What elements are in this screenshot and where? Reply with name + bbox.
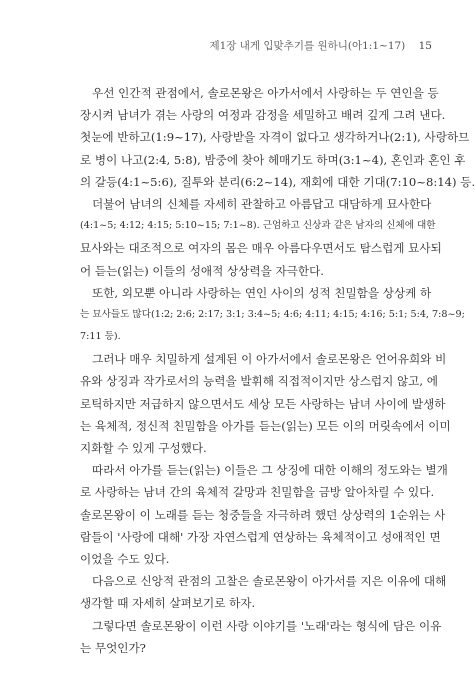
text-line: 솔로몬왕이 이 노래를 듣는 청중들을 자극하려 했던 상상력의 1순위는 사: [80, 507, 446, 522]
text-line: 7:11 등).: [80, 331, 121, 343]
text-line: 의 갈등(4:1~5:6), 질투와 분리(6:2~14), 재회에 대한 기대(7:10~8:14) 등.: [80, 174, 475, 189]
text-line: 이었을 수도 있다.: [80, 551, 170, 566]
text-line: 유와 상징과 작가로서의 능력을 발휘해 직접적이지만 상스럽지 않고, 에: [80, 374, 438, 389]
text-line: (4:1~5; 4:12; 4:15; 5:10~15; 7:1~8). 근엄하고 신상과 같은 남자의 신체에 대한: [80, 220, 436, 232]
text-line: 장시켜 남녀가 겪는 사랑의 여정과 감정을 세밀하고 배려 깊게 그려 낸다.: [80, 108, 446, 123]
text-line: 로 병이 나고(2:4, 5:8), 밤중에 찾아 헤매기도 하며(3:1~4), 혼인과 혼인 후: [80, 152, 466, 167]
page-number: 15: [418, 40, 432, 52]
text-line: 우선 인간적 관점에서, 솔로몬왕은 아가서에서 사랑하는 두 연인을 등: [92, 86, 439, 100]
text-line: 첫눈에 반하고(1:9~17), 사랑받을 자격이 없다고 생각하거나(2:1), 사랑하므: [80, 130, 470, 145]
text-line: 로 사랑하는 남녀 간의 육체적 갈망과 친밀함을 금방 알아차릴 수 있다.: [80, 485, 435, 500]
text-line: 더불어 남녀의 신체를 자세히 관찰하고 아름답고 대담하게 묘사한다: [92, 196, 432, 211]
text-line: 따라서 아가를 듣는(읽는) 이들은 그 상징에 대한 이해의 정도와는 별개: [92, 463, 448, 478]
text-line: 는 육체적, 정신적 친밀함을 아가를 듣는(읽는) 모든 이의 머릿속에서 이미: [80, 418, 451, 433]
text-line: 묘사와는 대조적으로 여자의 몸은 매우 아름다우면서도 탐스럽게 묘사되: [80, 241, 442, 256]
text-line: 어 듣는(읽는) 이들의 성애적 상상력을 자극한다.: [80, 263, 324, 278]
body-text: [80, 82, 475, 659]
text-line: 람들이 '사랑에 대해' 가장 자연스럽게 연상하는 육체적이고 성애적인 면: [80, 529, 441, 544]
text-line: 그러나 매우 치밀하게 설계된 이 아가서에서 솔로몬왕은 언어유희와 비: [92, 352, 447, 367]
text-line: 는 무엇인가?: [80, 640, 146, 655]
text-line: 로틱하지만 저급하지 않으면서도 세상 모든 사랑하는 남녀 사이에 발생하: [80, 396, 446, 411]
running-title: 제1장 내게 입맞추기를 원하니(아1:1~17): [209, 40, 406, 52]
running-header: [209, 38, 432, 53]
text-line: 다음으로 신앙적 관점의 고찰은 솔로몬왕이 아가서를 지은 이유에 대해: [92, 574, 447, 589]
text-line: 생각할 때 자세히 살펴보기로 하자.: [80, 596, 256, 611]
text-line: 또한, 외모뿐 아니라 사랑하는 연인 사이의 성적 친밀함을 상상케 하: [92, 285, 432, 300]
text-line: 지화할 수 있게 구성했다.: [80, 441, 207, 455]
text-line: 는 묘사들도 많다(1:2; 2:6; 2:17; 3:1; 3:4~5; 4:6; 4:11; 4:15; 4:16; 5:1; 5:4, 7:8~9;: [80, 308, 465, 320]
text-line: 그렇다면 솔로몬왕이 이런 사랑 이야기를 '노래'라는 형식에 담은 이유: [92, 618, 442, 633]
